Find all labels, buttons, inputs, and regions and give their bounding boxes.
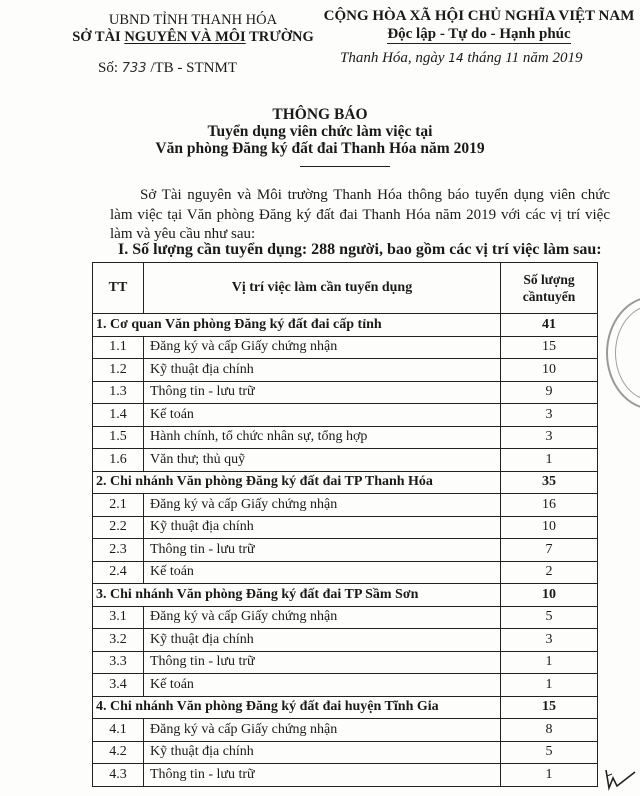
table-row: 3.3 Thông tin - lưu trữ 1 <box>93 651 598 674</box>
group-title: 4. Chi nhánh Văn phòng Đăng ký đất đai huyện Tĩnh Gia <box>93 696 501 719</box>
authority-name: UBND TỈNH THANH HÓA <box>108 12 278 28</box>
table-row: 2.2 Kỹ thuật địa chính 10 <box>93 516 598 539</box>
table-row: 1.3 Thông tin - lưu trữ 9 <box>93 381 598 404</box>
table-row: 4.2 Kỹ thuật địa chính 5 <box>93 741 598 764</box>
group-row <box>93 314 598 337</box>
col-header-tt: TT <box>93 263 144 314</box>
table-row: 2.1 Đăng ký và cấp Giấy chứng nhận 16 <box>93 494 598 517</box>
table-row: 1.5 Hành chính, tổ chức nhân sự, tổng hợp 3 <box>93 426 598 449</box>
date-line: Thanh Hóa, ngày 14 tháng 11 năm 2019 <box>340 50 583 66</box>
national-header <box>318 7 640 43</box>
intro-paragraph: Sở Tài nguyên và Môi trường Thanh Hóa thông báo tuyển dụng viên chức làm việc tại Văn phòng Đăng ký đất đai Thanh Hóa năm 2019 với các vị trí việc làm và yêu cầu như sau: <box>110 187 610 242</box>
group-total: 15 <box>501 696 598 719</box>
national-motto: Độc lập - Tự do - Hạnh phúc <box>387 26 571 42</box>
table-row: 1.4 Kế toán 3 <box>93 404 598 427</box>
col-header-position: Vị trí việc làm cần tuyển dụng <box>144 263 501 314</box>
section-heading-1: I. Số lượng cần tuyển dụng: 288 người, bao gồm các vị trí việc làm sau: <box>118 241 602 258</box>
col-header-quantity: Số lượng cầntuyển <box>501 263 598 314</box>
initial-signature-mark <box>603 768 639 792</box>
group-title: 1. Cơ quan Văn phòng Đăng ký đất đai cấp tỉnh <box>93 314 501 337</box>
table-row: 2.3 Thông tin - lưu trữ 7 <box>93 539 598 562</box>
group-row <box>93 471 598 494</box>
table-row: 3.2 Kỹ thuật địa chính 3 <box>93 629 598 652</box>
group-total: 41 <box>501 314 598 337</box>
group-total: 10 <box>501 584 598 607</box>
seal-inner-ring <box>615 305 640 401</box>
table-row: 3.4 Kế toán 1 <box>93 674 598 697</box>
table-row: 4.1 Đăng ký và cấp Giấy chứng nhận 8 <box>93 719 598 742</box>
table-header-row <box>93 263 598 314</box>
title-line-2: Văn phòng Đăng ký đất đai Thanh Hóa năm 2019 <box>155 140 485 157</box>
table-row: 4.3 Thông tin - lưu trữ 1 <box>93 764 598 787</box>
table-row: 1.1 Đăng ký và cấp Giấy chứng nhận 15 <box>93 336 598 359</box>
title-line-1: Tuyển dụng viên chức làm việc tại <box>207 123 433 140</box>
document-number: Số: 733 /TB - STNMT <box>98 60 238 76</box>
handwritten-number: 733 <box>121 61 147 76</box>
table-row: 2.4 Kế toán 2 <box>93 561 598 584</box>
table-row: 1.2 Kỹ thuật địa chính 10 <box>93 359 598 382</box>
handwritten-day: 14 <box>448 51 464 65</box>
group-row <box>93 584 598 607</box>
positions-table <box>92 262 598 787</box>
nation-title: CỘNG HÒA XÃ HỘI CHỦ NGHĨA VIỆT NAM <box>323 8 635 24</box>
document-title <box>150 106 490 157</box>
group-title: 2. Chi nhánh Văn phòng Đăng ký đất đai TP Thanh Hóa <box>93 471 501 494</box>
group-row <box>93 696 598 719</box>
group-title: 3. Chi nhánh Văn phòng Đăng ký đất đai TP Sầm Sơn <box>93 584 501 607</box>
official-seal-stamp <box>606 296 640 410</box>
department-name: SỞ TÀI NGUYÊN VÀ MÔI TRƯỜNG <box>72 29 314 45</box>
table-row: 3.1 Đăng ký và cấp Giấy chứng nhận 5 <box>93 606 598 629</box>
table-row: 1.6 Văn thư; thủ quỹ 1 <box>93 449 598 472</box>
title-divider <box>300 166 390 167</box>
issuer-header <box>68 12 318 46</box>
group-total: 35 <box>501 471 598 494</box>
title-heading: THÔNG BÁO <box>272 106 368 123</box>
